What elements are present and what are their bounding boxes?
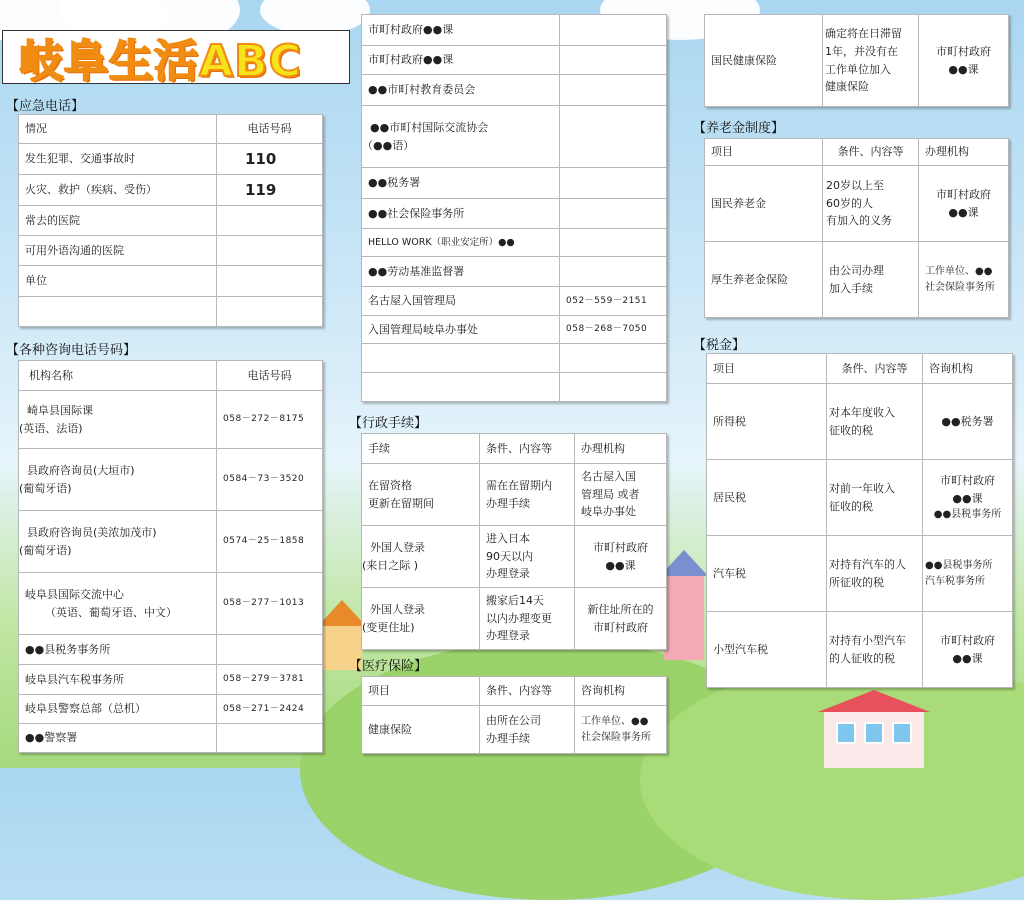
house-decoration xyxy=(824,690,924,768)
pension-table xyxy=(704,138,1009,318)
table-row xyxy=(19,573,323,635)
table-row xyxy=(705,166,1009,242)
org-name: 崎阜县国际课 xyxy=(27,403,93,417)
admin-procedures-table xyxy=(361,433,667,650)
org-name: 市町村政府●●课 xyxy=(362,15,560,46)
header-cell: 条件、内容等 xyxy=(480,677,575,706)
office-text: 市町村政府 xyxy=(940,633,995,647)
condition-text: 办理手续 xyxy=(486,731,530,745)
phone-cell: 052－559－2151 xyxy=(560,287,667,316)
table-row xyxy=(362,106,667,168)
house-window xyxy=(864,722,884,744)
phone-cell xyxy=(560,257,667,287)
tax-name: 所得税 xyxy=(707,384,827,460)
office-text: 岐阜办事处 xyxy=(581,505,636,519)
table-row xyxy=(362,15,667,46)
table-header-row xyxy=(707,354,1013,384)
situation-cell: 常去的医院 xyxy=(19,206,217,236)
condition-text: 办理手续 xyxy=(486,496,530,510)
phone-cell xyxy=(217,297,323,327)
table-row xyxy=(362,168,667,199)
org-name xyxy=(362,344,560,373)
table-row xyxy=(362,199,667,229)
tax-name: 汽车税 xyxy=(707,536,827,612)
house-wall xyxy=(664,576,704,660)
condition-text: 以内办理变更 xyxy=(486,611,552,625)
phone-cell xyxy=(560,15,667,46)
office-text: ●●县税事务所 xyxy=(933,509,1002,521)
table-row xyxy=(19,665,323,695)
condition-text: 办理登录 xyxy=(486,567,530,581)
situation-cell: 可用外语沟通的医院 xyxy=(19,236,217,266)
org-name: 岐阜县警察总部（总机） xyxy=(19,695,217,724)
office-text: 市町村政府 xyxy=(940,473,995,487)
condition-text: 对本年度收入 xyxy=(829,405,895,419)
org-name: 岐阜县汽车税事务所 xyxy=(19,665,217,695)
table-row xyxy=(19,391,323,449)
table-row xyxy=(362,464,667,526)
table-row xyxy=(19,236,323,266)
org-name-note: （英语、葡萄牙语、中文） xyxy=(45,605,177,619)
table-row xyxy=(19,297,323,327)
table-row xyxy=(362,526,667,588)
procedure-name: 外国人登录 xyxy=(370,540,425,554)
phone-cell xyxy=(217,266,323,297)
phone-cell: 058－271－2424 xyxy=(217,695,323,724)
table-row xyxy=(19,449,323,511)
org-name-note: （●●语） xyxy=(362,138,415,152)
table-header-row xyxy=(362,434,667,464)
phone-cell xyxy=(560,373,667,402)
org-name: 市町村政府●●课 xyxy=(362,46,560,75)
table-row xyxy=(707,536,1013,612)
table-row xyxy=(19,175,323,206)
header-cell: 咨询机构 xyxy=(575,677,667,706)
office-text: 工作单位、●● xyxy=(581,715,649,727)
condition-text: 工作单位加入 xyxy=(825,62,891,76)
procedure-name-detail: (变更住址) xyxy=(362,620,415,634)
table-row xyxy=(705,15,1009,107)
org-name: ●●劳动基准监督署 xyxy=(362,257,560,287)
org-name: ●●社会保险事务所 xyxy=(362,199,560,229)
table-row xyxy=(707,384,1013,460)
table-row xyxy=(19,144,323,175)
section-label-admin: 【行政手续】 xyxy=(349,416,428,431)
office-text: ●●课 xyxy=(952,651,983,665)
org-name-note: (葡萄牙语) xyxy=(19,481,72,495)
table-row xyxy=(19,511,323,573)
phone-cell xyxy=(560,168,667,199)
condition-text: 征收的税 xyxy=(829,499,873,513)
insurance-name: 国民健康保险 xyxy=(705,15,823,107)
header-cell: 咨询机构 xyxy=(923,354,1013,384)
table-row xyxy=(362,46,667,75)
section-label-tax: 【税金】 xyxy=(693,338,746,353)
condition-text: 60岁的人 xyxy=(826,196,873,210)
phone-cell xyxy=(217,724,323,753)
office-text: 汽车税事务所 xyxy=(925,575,985,587)
condition-text: 由公司办理 xyxy=(829,263,884,277)
situation-cell: 火灾、救护（疾病、受伤） xyxy=(19,175,217,206)
table-header-row xyxy=(362,677,667,706)
table-row xyxy=(707,612,1013,688)
header-cell: 项目 xyxy=(362,677,480,706)
phone-cell xyxy=(560,106,667,168)
org-name: 名古屋入国管理局 xyxy=(362,287,560,316)
table-row xyxy=(19,206,323,236)
header-cell: 项目 xyxy=(707,354,827,384)
office-text: 社会保险事务所 xyxy=(581,731,651,743)
office-text: ●●税务署 xyxy=(941,414,994,428)
phone-cell xyxy=(560,229,667,257)
phone-cell: 119 xyxy=(217,175,323,206)
office-text: 市町村政府 xyxy=(936,44,991,58)
table-row xyxy=(362,287,667,316)
org-name: 入国管理局岐阜办事处 xyxy=(362,316,560,344)
header-cell: 项目 xyxy=(705,139,823,166)
table-row xyxy=(362,229,667,257)
situation-cell xyxy=(19,297,217,327)
condition-text: 20岁以上至 xyxy=(826,179,884,193)
situation-cell: 发生犯罪、交通事故时 xyxy=(19,144,217,175)
office-text: 管理局 或者 xyxy=(581,487,640,501)
medical-insurance-table xyxy=(361,676,667,754)
phone-cell: 058－272－8175 xyxy=(217,391,323,449)
phone-cell: 058－268－7050 xyxy=(560,316,667,344)
tax-table xyxy=(706,353,1013,688)
house-roof xyxy=(660,550,708,576)
org-name: ●●警察署 xyxy=(19,724,217,753)
office-text: ●●课 xyxy=(948,205,979,219)
section-label-consult: 【各种咨询电话号码】 xyxy=(6,343,137,358)
phone-cell xyxy=(560,46,667,75)
table-row xyxy=(362,75,667,106)
office-text: 名古屋入国 xyxy=(581,470,636,484)
section-label-medical: 【医疗保险】 xyxy=(349,659,428,674)
consult-table xyxy=(18,360,323,753)
header-cell: 电话号码 xyxy=(217,361,323,391)
org-name: 县政府咨询员(大垣市) xyxy=(27,463,135,477)
table-row xyxy=(19,724,323,753)
table-row xyxy=(362,706,667,754)
table-row xyxy=(19,695,323,724)
tax-name: 居民税 xyxy=(707,460,827,536)
header-cell: 情况 xyxy=(19,115,217,144)
office-text: 市町村政府 xyxy=(936,187,991,201)
house-roof xyxy=(318,600,366,626)
org-name-note: (葡萄牙语) xyxy=(19,543,72,557)
condition-text: 需在在留期内 xyxy=(486,478,552,492)
office-text: 市町村政府 xyxy=(593,620,648,634)
org-name: ●●市町村国际交流协会 xyxy=(370,120,489,134)
org-name: 县政府咨询员(美浓加茂市) xyxy=(27,525,157,539)
phone-cell: 058－277－1013 xyxy=(217,573,323,635)
table-header-row xyxy=(19,115,323,144)
table-row xyxy=(705,242,1009,318)
header-cell: 电话号码 xyxy=(217,115,323,144)
phone-cell: 0574－25－1858 xyxy=(217,511,323,573)
phone-cell xyxy=(560,75,667,106)
office-text: 新住址所在的 xyxy=(587,602,654,616)
page-title-box xyxy=(2,30,350,87)
table-row xyxy=(19,266,323,297)
insurance-name: 健康保险 xyxy=(362,706,480,754)
phone-cell xyxy=(560,344,667,373)
org-name: ●●税务署 xyxy=(362,168,560,199)
table-row xyxy=(362,588,667,650)
office-text: 工作单位、●● xyxy=(925,265,993,277)
table-row xyxy=(19,635,323,665)
table-row xyxy=(707,460,1013,536)
contact-list-table xyxy=(361,14,667,402)
condition-text: 健康保险 xyxy=(825,80,869,94)
phone-cell xyxy=(217,206,323,236)
house-window xyxy=(836,722,856,744)
header-cell: 机构名称 xyxy=(19,361,217,391)
header-cell: 手续 xyxy=(362,434,480,464)
org-name: HELLO WORK（职业安定所）●● xyxy=(362,229,560,257)
table-header-row xyxy=(19,361,323,391)
emergency-table xyxy=(18,114,323,327)
condition-text: 所征收的税 xyxy=(829,575,884,589)
section-label-pension: 【养老金制度】 xyxy=(693,121,785,136)
table-row xyxy=(362,373,667,402)
condition-text: 搬家后14天 xyxy=(486,594,544,608)
national-health-insurance-table xyxy=(704,14,1009,107)
situation-cell: 单位 xyxy=(19,266,217,297)
office-text: 社会保险事务所 xyxy=(925,281,995,293)
procedure-name: 在留资格 xyxy=(368,478,412,492)
condition-text: 90天以内 xyxy=(486,549,533,563)
pension-name: 国民养老金 xyxy=(705,166,823,242)
condition-text: 有加入的义务 xyxy=(826,214,892,228)
tax-name: 小型汽车税 xyxy=(707,612,827,688)
table-row xyxy=(362,257,667,287)
section-label-emergency: 【应急电话】 xyxy=(6,99,85,114)
table-header-row xyxy=(705,139,1009,166)
pension-name: 厚生养老金保险 xyxy=(705,242,823,318)
office-text: ●●课 xyxy=(952,491,983,505)
condition-text: 的人征收的税 xyxy=(829,651,895,665)
procedure-name-detail: (来日之际 ) xyxy=(362,558,419,572)
page-title: 岐阜生活ABC xyxy=(19,36,302,87)
phone-cell xyxy=(217,236,323,266)
table-row xyxy=(362,316,667,344)
header-cell: 办理机构 xyxy=(919,139,1009,166)
condition-text: 对持有小型汽车 xyxy=(829,633,906,647)
procedure-name: 外国人登录 xyxy=(370,602,425,616)
office-text: ●●课 xyxy=(948,62,979,76)
house-decoration xyxy=(664,550,704,660)
table-row xyxy=(362,344,667,373)
header-cell: 条件、内容等 xyxy=(827,354,923,384)
header-cell: 条件、内容等 xyxy=(480,434,575,464)
office-text: ●●课 xyxy=(605,558,636,572)
condition-text: 确定将在日滞留 xyxy=(825,27,902,41)
condition-text: 办理登录 xyxy=(486,629,530,643)
condition-text: 1年，并没有在 xyxy=(825,44,898,58)
phone-cell: 110 xyxy=(217,144,323,175)
header-cell: 办理机构 xyxy=(575,434,667,464)
condition-text: 对持有汽车的人 xyxy=(829,557,906,571)
org-name: ●●县税务事务所 xyxy=(19,635,217,665)
phone-cell: 058－279－3781 xyxy=(217,665,323,695)
condition-text: 由所在公司 xyxy=(486,713,541,727)
org-name: 岐阜县国际交流中心 xyxy=(25,587,124,601)
org-name: ●●市町村教育委员会 xyxy=(362,75,560,106)
house-roof xyxy=(818,690,930,712)
phone-cell: 0584－73－3520 xyxy=(217,449,323,511)
procedure-name-detail: 更新在留期间 xyxy=(368,496,434,510)
header-cell: 条件、内容等 xyxy=(823,139,919,166)
condition-text: 加入手续 xyxy=(829,281,873,295)
org-name-note: (英语、法语) xyxy=(19,421,83,435)
phone-cell xyxy=(217,635,323,665)
phone-cell xyxy=(560,199,667,229)
org-name xyxy=(362,373,560,402)
condition-text: 对前一年收入 xyxy=(829,481,895,495)
office-text: 市町村政府 xyxy=(593,540,648,554)
house-window xyxy=(892,722,912,744)
office-text: ●●县税事务所 xyxy=(925,559,993,571)
condition-text: 进入日本 xyxy=(486,532,530,546)
condition-text: 征收的税 xyxy=(829,423,873,437)
